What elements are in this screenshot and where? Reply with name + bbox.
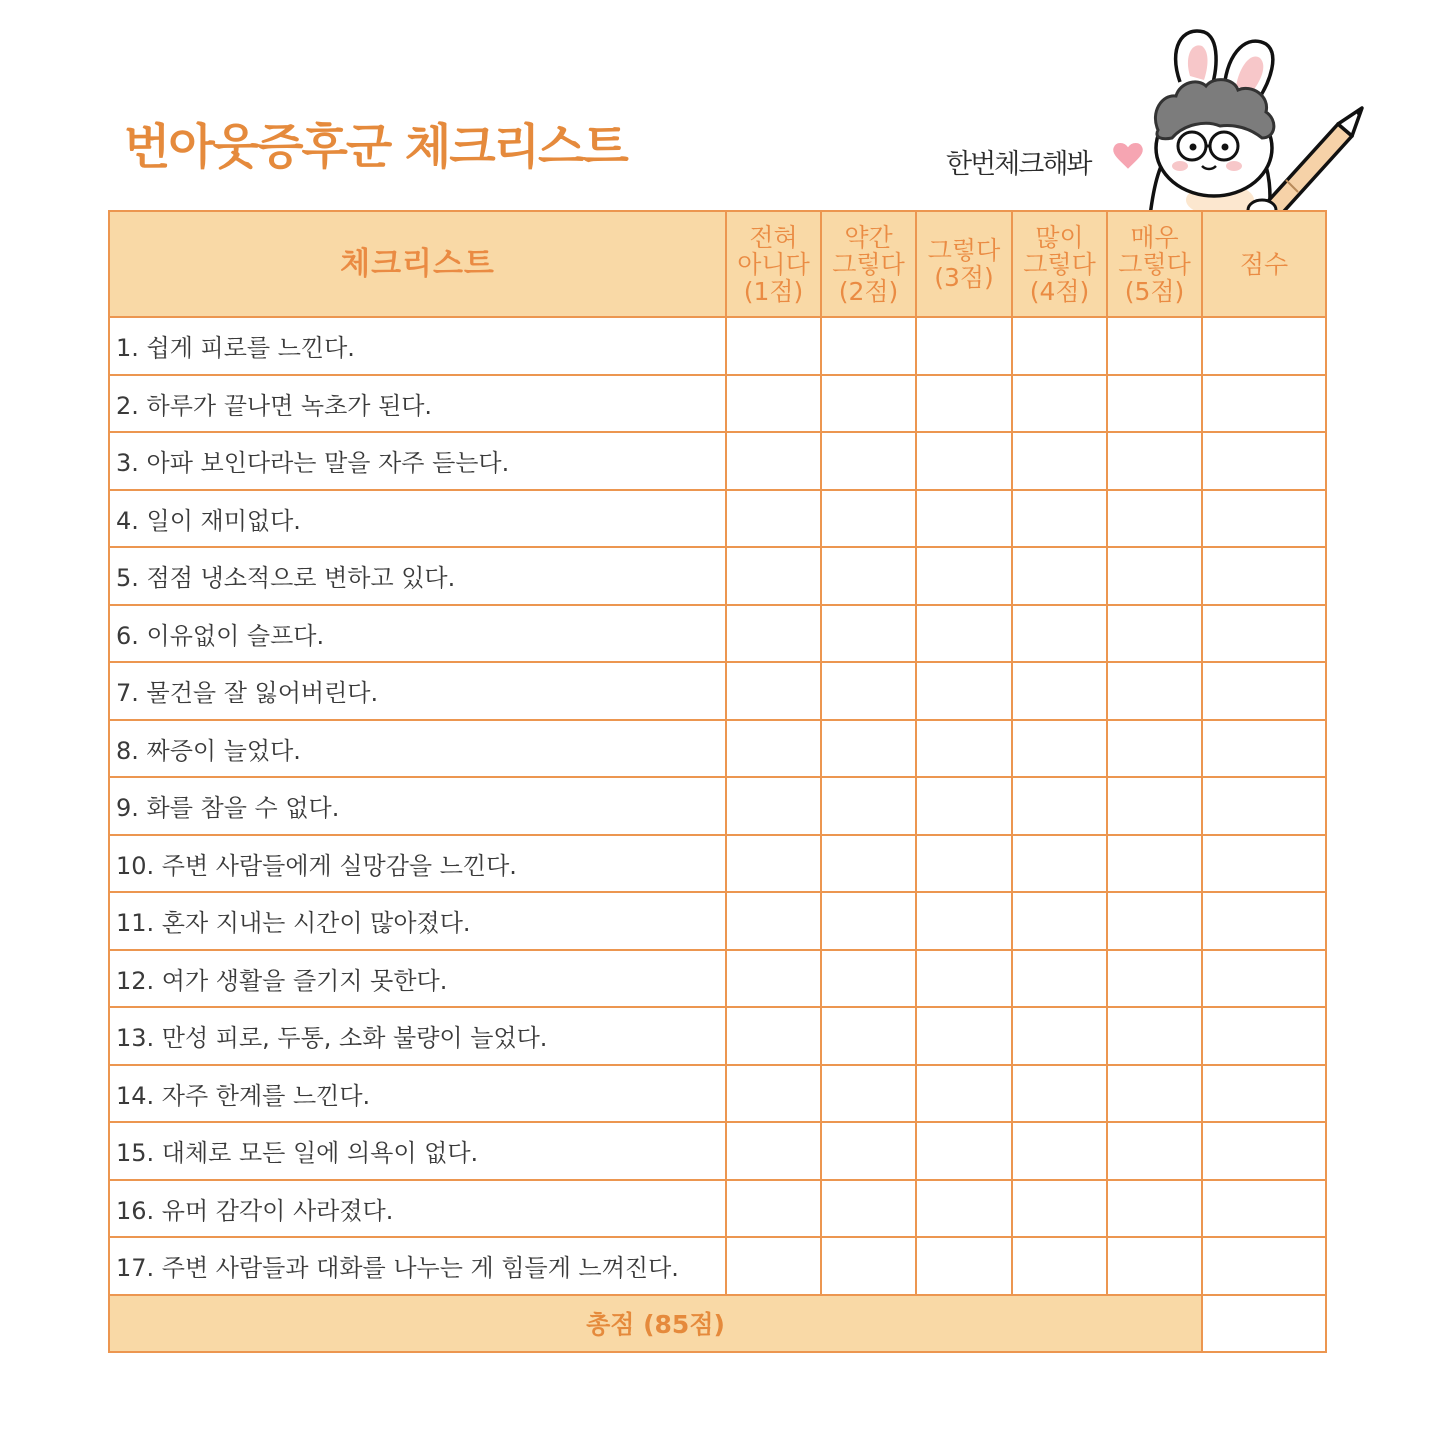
rating-2-cell[interactable] — [821, 777, 916, 835]
table-row — [109, 547, 1326, 605]
rating-1-cell[interactable] — [726, 432, 821, 490]
score-cell[interactable] — [1202, 835, 1326, 893]
pencil-icon — [1260, 108, 1362, 216]
checklist-item: 12. 여가 생활을 즐기지 못한다. — [109, 950, 726, 1008]
rating-4-cell[interactable] — [1012, 1065, 1107, 1123]
page-title: 번아웃증후군 체크리스트 — [124, 119, 627, 175]
checklist-column-header: 체크리스트 — [109, 211, 726, 317]
bunny-mascot-icon — [1110, 20, 1370, 216]
checklist-item: 3. 아파 보인다라는 말을 자주 듣는다. — [109, 432, 726, 490]
checklist-item: 7. 물건을 잘 잃어버린다. — [109, 662, 726, 720]
rating-4-cell[interactable] — [1012, 892, 1107, 950]
rating-5-cell[interactable] — [1107, 777, 1202, 835]
rating-1-cell[interactable] — [726, 892, 821, 950]
rating-1-cell[interactable] — [726, 1180, 821, 1238]
checklist-item: 5. 점점 냉소적으로 변하고 있다. — [109, 547, 726, 605]
rating-2-cell[interactable] — [821, 662, 916, 720]
score-cell[interactable] — [1202, 1007, 1326, 1065]
rating-2-cell[interactable] — [821, 1237, 916, 1295]
rating-4-header: 많이 그렇다 (4점) — [1012, 211, 1107, 317]
rating-5-cell[interactable] — [1107, 835, 1202, 893]
rating-2-cell[interactable] — [821, 375, 916, 433]
rating-3-cell[interactable] — [916, 547, 1012, 605]
rating-4-cell[interactable] — [1012, 432, 1107, 490]
rating-1-cell[interactable] — [726, 950, 821, 1008]
table-row — [109, 1007, 1326, 1065]
rating-2-cell[interactable] — [821, 950, 916, 1008]
rating-3-cell[interactable] — [916, 835, 1012, 893]
table-row — [109, 317, 1326, 375]
rating-1-cell[interactable] — [726, 662, 821, 720]
rating-3-cell[interactable] — [916, 777, 1012, 835]
rating-3-cell[interactable] — [916, 950, 1012, 1008]
rating-5-cell[interactable] — [1107, 547, 1202, 605]
rating-1-cell[interactable] — [726, 835, 821, 893]
table-row — [109, 605, 1326, 663]
rating-5-cell[interactable] — [1107, 375, 1202, 433]
table-row — [109, 1180, 1326, 1238]
table-row — [109, 1065, 1326, 1123]
rating-4-cell[interactable] — [1012, 317, 1107, 375]
handwritten-note-text: 한번체크해봐 — [946, 149, 1091, 180]
rating-2-cell[interactable] — [821, 1122, 916, 1180]
handwritten-note — [946, 142, 1091, 181]
table-row — [109, 777, 1326, 835]
rating-5-cell[interactable] — [1107, 490, 1202, 548]
score-cell[interactable] — [1202, 432, 1326, 490]
rating-3-cell[interactable] — [916, 1122, 1012, 1180]
checklist-item: 13. 만성 피로, 두통, 소화 불량이 늘었다. — [109, 1007, 726, 1065]
rating-1-cell[interactable] — [726, 317, 821, 375]
rating-3-cell[interactable] — [916, 1180, 1012, 1238]
rating-2-cell[interactable] — [821, 1065, 916, 1123]
checklist-item: 2. 하루가 끝나면 녹초가 된다. — [109, 375, 726, 433]
rating-2-cell[interactable] — [821, 605, 916, 663]
rating-5-cell[interactable] — [1107, 605, 1202, 663]
rating-4-cell[interactable] — [1012, 375, 1107, 433]
checklist-item: 11. 혼자 지내는 시간이 많아졌다. — [109, 892, 726, 950]
rating-2-cell[interactable] — [821, 432, 916, 490]
rating-3-header: 그렇다 (3점) — [916, 211, 1012, 317]
table-row — [109, 1122, 1326, 1180]
score-cell[interactable] — [1202, 547, 1326, 605]
score-cell[interactable] — [1202, 662, 1326, 720]
table-row — [109, 432, 1326, 490]
rating-3-cell[interactable] — [916, 1237, 1012, 1295]
total-label: 총점 (85점) — [109, 1295, 1202, 1352]
checklist-table — [108, 210, 1327, 1353]
rating-4-cell[interactable] — [1012, 950, 1107, 1008]
rating-1-cell[interactable] — [726, 490, 821, 548]
rating-1-cell[interactable] — [726, 547, 821, 605]
table-row — [109, 1237, 1326, 1295]
table-row — [109, 892, 1326, 950]
checklist-item: 15. 대체로 모든 일에 의욕이 없다. — [109, 1122, 726, 1180]
rating-3-cell[interactable] — [916, 1007, 1012, 1065]
rating-4-cell[interactable] — [1012, 547, 1107, 605]
rating-5-cell[interactable] — [1107, 720, 1202, 778]
score-cell[interactable] — [1202, 490, 1326, 548]
score-cell[interactable] — [1202, 777, 1326, 835]
rating-4-cell[interactable] — [1012, 835, 1107, 893]
rating-5-cell[interactable] — [1107, 1065, 1202, 1123]
score-column-header: 점수 — [1202, 211, 1326, 317]
rating-2-cell[interactable] — [821, 1007, 916, 1065]
rating-1-cell[interactable] — [726, 1122, 821, 1180]
checklist-item: 16. 유머 감각이 사라졌다. — [109, 1180, 726, 1238]
rating-1-cell[interactable] — [726, 605, 821, 663]
rating-2-cell[interactable] — [821, 547, 916, 605]
rating-5-cell[interactable] — [1107, 892, 1202, 950]
checklist-item: 4. 일이 재미없다. — [109, 490, 726, 548]
table-row — [109, 720, 1326, 778]
rating-2-cell[interactable] — [821, 490, 916, 548]
rating-5-cell[interactable] — [1107, 1180, 1202, 1238]
rating-3-cell[interactable] — [916, 375, 1012, 433]
total-score-cell[interactable] — [1202, 1295, 1326, 1352]
rating-2-cell[interactable] — [821, 720, 916, 778]
rating-5-header: 매우 그렇다 (5점) — [1107, 211, 1202, 317]
rating-4-cell[interactable] — [1012, 1007, 1107, 1065]
checklist-item: 17. 주변 사람들과 대화를 나누는 게 힘들게 느껴진다. — [109, 1237, 726, 1295]
rating-4-cell[interactable] — [1012, 490, 1107, 548]
rating-1-cell[interactable] — [726, 375, 821, 433]
heart-icon — [1114, 144, 1143, 169]
table-row — [109, 950, 1326, 1008]
rating-1-header: 전혀 아니다 (1점) — [726, 211, 821, 317]
rating-4-cell[interactable] — [1012, 777, 1107, 835]
checklist-item: 6. 이유없이 슬프다. — [109, 605, 726, 663]
score-cell[interactable] — [1202, 1180, 1326, 1238]
rating-2-cell[interactable] — [821, 835, 916, 893]
score-cell[interactable] — [1202, 1065, 1326, 1123]
rating-1-cell[interactable] — [726, 1237, 821, 1295]
rating-1-cell[interactable] — [726, 720, 821, 778]
rating-3-cell[interactable] — [916, 432, 1012, 490]
rating-4-cell[interactable] — [1012, 1122, 1107, 1180]
rating-3-cell[interactable] — [916, 892, 1012, 950]
rating-4-cell[interactable] — [1012, 1237, 1107, 1295]
rating-5-cell[interactable] — [1107, 662, 1202, 720]
checklist-item: 14. 자주 한계를 느낀다. — [109, 1065, 726, 1123]
rating-5-cell[interactable] — [1107, 1122, 1202, 1180]
table-row — [109, 662, 1326, 720]
rating-4-cell[interactable] — [1012, 605, 1107, 663]
checklist-item: 8. 짜증이 늘었다. — [109, 720, 726, 778]
rating-2-header: 약간 그렇다 (2점) — [821, 211, 916, 317]
rating-2-cell[interactable] — [821, 317, 916, 375]
score-cell[interactable] — [1202, 375, 1326, 433]
rating-1-cell[interactable] — [726, 1065, 821, 1123]
rating-3-cell[interactable] — [916, 662, 1012, 720]
checklist-item: 10. 주변 사람들에게 실망감을 느낀다. — [109, 835, 726, 893]
score-cell[interactable] — [1202, 892, 1326, 950]
score-cell[interactable] — [1202, 1122, 1326, 1180]
rating-3-cell[interactable] — [916, 605, 1012, 663]
rating-4-cell[interactable] — [1012, 720, 1107, 778]
score-cell[interactable] — [1202, 605, 1326, 663]
checklist-item: 9. 화를 참을 수 없다. — [109, 777, 726, 835]
table-row — [109, 835, 1326, 893]
rating-3-cell[interactable] — [916, 720, 1012, 778]
total-row — [109, 1295, 1326, 1352]
rating-1-cell[interactable] — [726, 777, 821, 835]
score-cell[interactable] — [1202, 720, 1326, 778]
score-cell[interactable] — [1202, 317, 1326, 375]
rating-5-cell[interactable] — [1107, 950, 1202, 1008]
rating-5-cell[interactable] — [1107, 1007, 1202, 1065]
table-header-row — [109, 211, 1326, 317]
rating-5-cell[interactable] — [1107, 317, 1202, 375]
rating-3-cell[interactable] — [916, 317, 1012, 375]
rating-2-cell[interactable] — [821, 1180, 916, 1238]
rating-2-cell[interactable] — [821, 892, 916, 950]
rating-5-cell[interactable] — [1107, 1237, 1202, 1295]
score-cell[interactable] — [1202, 950, 1326, 1008]
rating-4-cell[interactable] — [1012, 1180, 1107, 1238]
rating-5-cell[interactable] — [1107, 432, 1202, 490]
checklist-item: 1. 쉽게 피로를 느낀다. — [109, 317, 726, 375]
rating-3-cell[interactable] — [916, 490, 1012, 548]
table-row — [109, 375, 1326, 433]
rating-3-cell[interactable] — [916, 1065, 1012, 1123]
rating-4-cell[interactable] — [1012, 662, 1107, 720]
rating-1-cell[interactable] — [726, 1007, 821, 1065]
score-cell[interactable] — [1202, 1237, 1326, 1295]
table-row — [109, 490, 1326, 548]
